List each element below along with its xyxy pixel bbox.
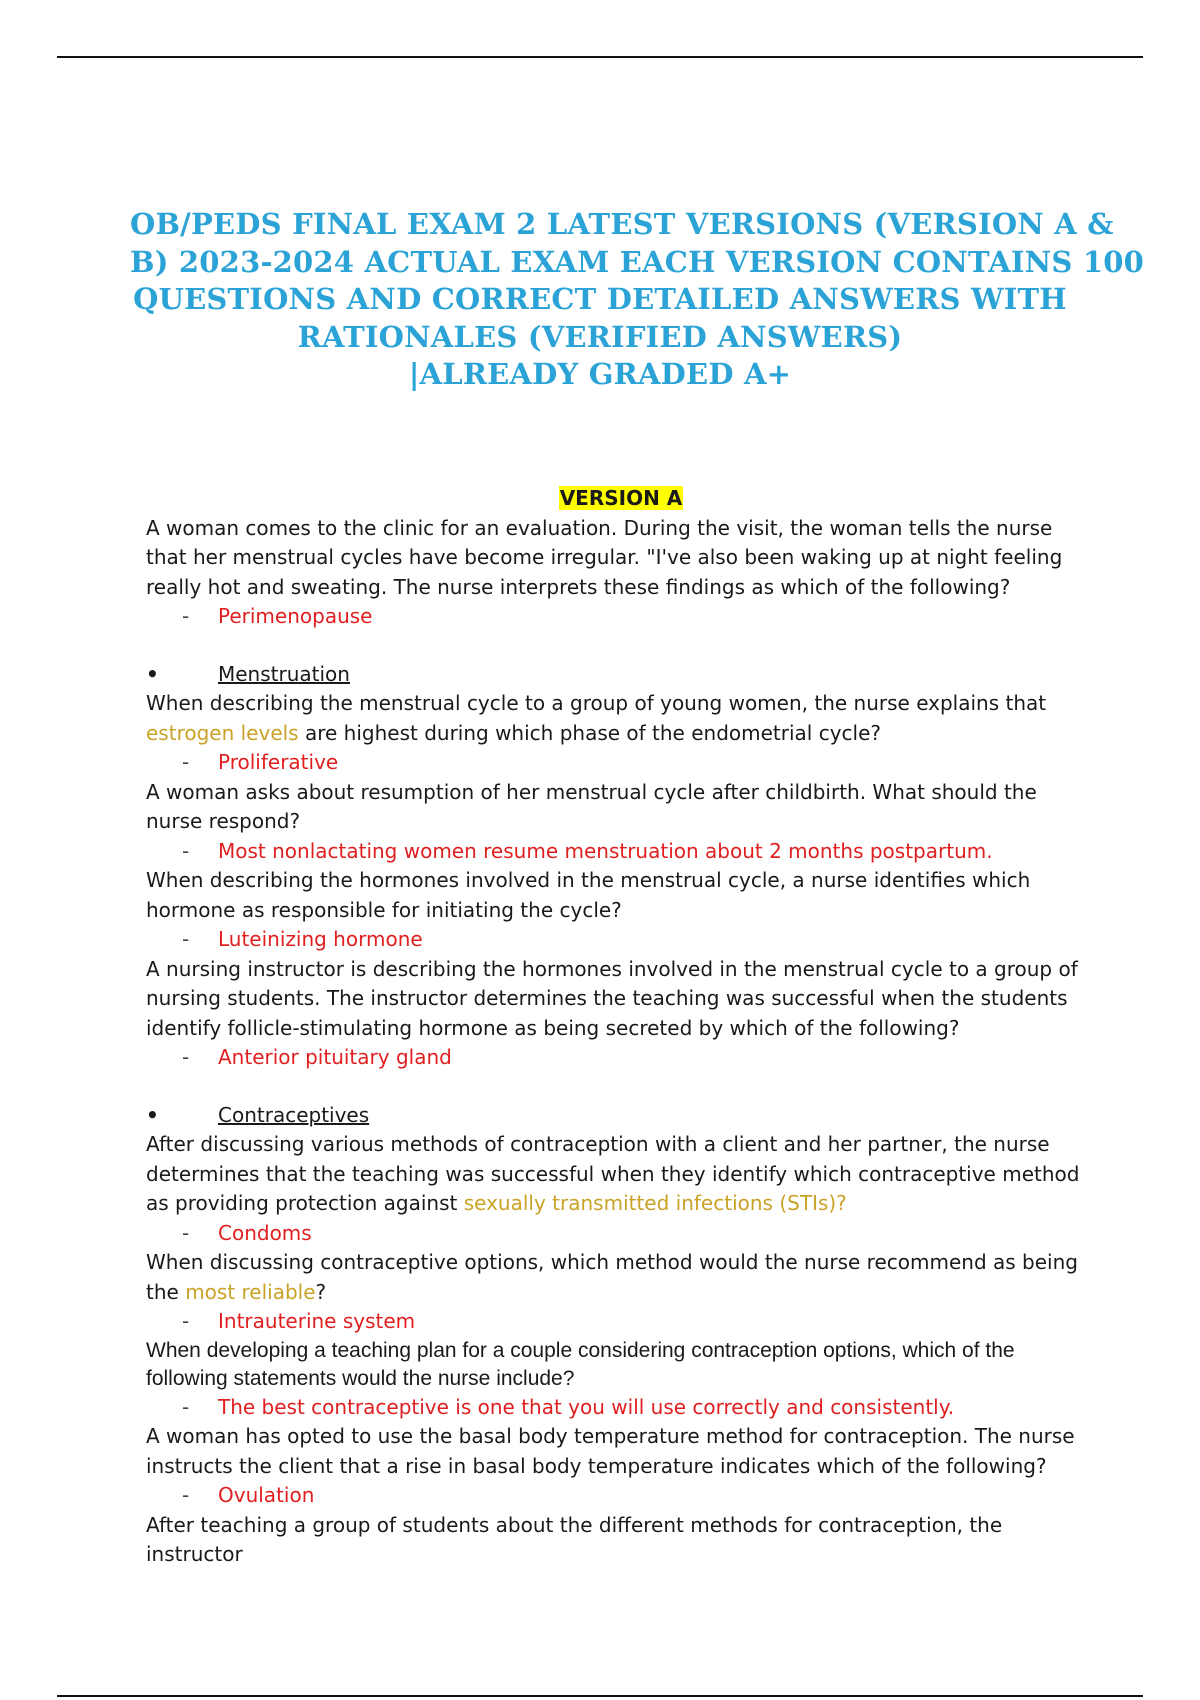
answer-item <box>146 1219 1096 1249</box>
question-text: A woman comes to the clinic for an evaluation. During the visit, the woman tells the nurse that her menstrual cycles have become irregular. "I've also been waking up at night feeling really hot and sweating. The nurse interprets these findings as which of the following? <box>146 515 1063 599</box>
title-line: QUESTIONS AND CORRECT DETAILED ANSWERS WITH <box>133 282 1067 316</box>
title-line: RATIONALES (VERIFIED ANSWERS) <box>297 319 903 354</box>
answer-text: Most nonlactating women resume menstruation about 2 months postpartum. <box>218 838 993 863</box>
answer-text: Intrauterine system <box>218 1309 416 1333</box>
question-text: A nursing instructor is describing the hormones involved in the menstrual cycle to a group of nursing students. The instructor determines the teaching was successful when the students identify follicle-stimulating hormone as being secreted by which of the following? <box>146 956 1078 1040</box>
dash-marker: - <box>182 604 190 628</box>
section-heading <box>146 1101 1096 1131</box>
dash-marker: - <box>182 1045 190 1069</box>
highlighted-term: most reliable <box>185 1279 316 1304</box>
dash-marker: - <box>182 1309 190 1333</box>
bottom-rule <box>57 1695 1143 1697</box>
answer-item <box>146 1393 1096 1423</box>
question-text: After teaching a group of students about the different methods for contraception, the instructor <box>146 1512 1003 1566</box>
bullet-marker: • <box>146 1102 159 1127</box>
document-body <box>146 484 1096 1570</box>
version-heading <box>146 484 1096 514</box>
document-title <box>130 206 1144 394</box>
answer-item <box>146 925 1096 955</box>
dash-marker: - <box>182 1394 190 1419</box>
question-text: When describing the menstrual cycle to a group of young women, the nurse explains that estrogen levels are highest during which phase of the endometrial cycle? <box>146 691 1047 745</box>
answer-text: The best contraceptive is one that you will use correctly and consistently. <box>218 1394 955 1419</box>
answer-item <box>146 1043 1096 1073</box>
question-text: When developing a teaching plan for a couple considering contraception options, which of the following statements would the nurse include? <box>146 1338 1015 1390</box>
bullet-marker: • <box>146 661 159 686</box>
answer-item <box>146 602 1096 632</box>
highlighted-term: sexually transmitted infections (STIs)? <box>463 1191 847 1215</box>
question-text: A woman has opted to use the basal body temperature method for contraception. The nurse instructs the client that a rise in basal body temperature indicates which of the following? <box>146 1424 1075 1478</box>
answer-item <box>146 837 1096 867</box>
section-title: Contraceptives <box>218 1102 370 1127</box>
title-line: |ALREADY GRADED A+ <box>408 357 792 391</box>
answer-text: Luteinizing hormone <box>218 927 423 951</box>
dash-marker: - <box>182 750 190 774</box>
section-title: Menstruation <box>218 661 350 686</box>
answer-text: Condoms <box>218 1220 312 1245</box>
question-text: A woman asks about resumption of her menstrual cycle after childbirth. What should the nurse respond? <box>146 779 1037 833</box>
answer-item <box>146 1481 1096 1511</box>
answer-item <box>146 748 1096 778</box>
answer-text: Anterior pituitary gland <box>218 1045 452 1069</box>
question-text: When describing the hormones involved in the menstrual cycle, a nurse identifies which hormone as responsible for initiating the cycle? <box>146 868 1031 922</box>
title-line: B) 2023-2024 ACTUAL EXAM EACH VERSION CONTAINS 100 <box>130 244 1144 279</box>
dash-marker: - <box>182 1483 190 1507</box>
dash-marker: - <box>182 1220 190 1245</box>
section-heading <box>146 660 1096 690</box>
title-line: OB/PEDS FINAL EXAM 2 LATEST VERSIONS (VERSION A & <box>130 207 1114 241</box>
question-text: After discussing various methods of contraception with a client and her partner, the nurse determines that the teaching was successful when they identify which contraceptive method as providing protection against sexually transmitted infections (STIs)? <box>146 1132 1080 1215</box>
answer-text: Proliferative <box>218 750 339 774</box>
top-rule <box>57 56 1143 58</box>
version-label: VERSION A <box>559 486 683 510</box>
answer-text: Perimenopause <box>218 604 373 628</box>
question-text: When discussing contraceptive options, which method would the nurse recommend as being the most reliable? <box>146 1250 1078 1304</box>
dash-marker: - <box>182 927 190 951</box>
dash-marker: - <box>182 838 190 863</box>
answer-text: Ovulation <box>218 1483 315 1507</box>
highlighted-term: estrogen levels <box>146 720 299 745</box>
answer-item <box>146 1307 1096 1337</box>
